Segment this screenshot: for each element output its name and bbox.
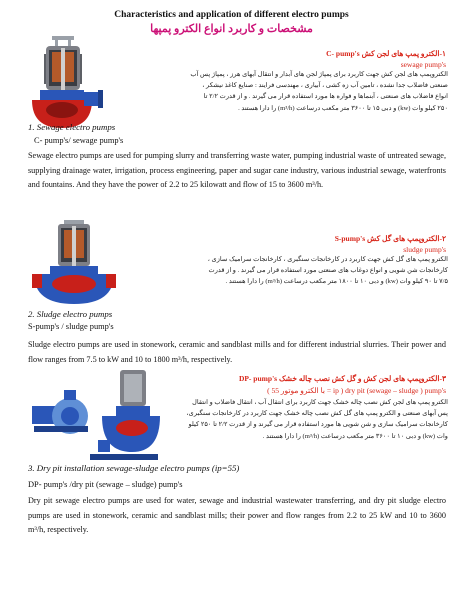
- section3-fa-paragraph: [168, 397, 448, 442]
- fa-line: الکترو پمپ های لجن کش نصب چاله خشک جهت کاربرد برای انتقال آب ، انتقال فاضلاب و انتقال: [192, 399, 448, 406]
- fa-line: وات (kw) و دبی ۱۰ تا ۳۶۰۰ متر مکعب درساعت (m³/h) را دارا هستند .: [262, 432, 448, 440]
- fa-line: صنعتی فاضلاب جدا نشده ، تامین آب زه کشی ، آبیاری ، مهندسی فرایند : صنایع کاغذ نیشکر ،: [202, 82, 448, 90]
- fa-line: پس آبهای صنعتی و الکترو پمپ های گل کش نصب چاله خشک جهت کاربرد در کارخانجات سنگبری،: [186, 410, 448, 418]
- section3-subheading: DP- pump's /dry pit (sewage – sludge) pump's: [28, 480, 183, 489]
- section2-fa-subheading: sludge pump's: [403, 245, 446, 254]
- fa-line: الکتروپمپ های لجن کش جهت کاربرد برای پمپاژ لجن های آبدار و انتقال آبهای هرز ، پمپاژ پس آب: [190, 71, 448, 78]
- section3-fa-subheading: ( با الکترو موتور 55 = ip ) dry pit (sewage – sludge ) pump's: [267, 386, 446, 395]
- section1-heading: 1. Sewage electro pumps: [28, 122, 116, 132]
- section2-body: Sludge electro pumps are used in stonework, ceramic and sandblast mills and for different industrial slurries. Their power and flow ranges from 7.5 to kW and 10 to 1800 m³/h, respectively.: [28, 340, 446, 364]
- section1-fa-subheading: sewage pump's: [400, 60, 446, 69]
- page-title-fa: مشخصات و کاربرد انواع الکترو پمپها: [150, 23, 313, 35]
- sludge-pump-image: [28, 218, 120, 310]
- section2-subheading: S-pump's / sludge pump's: [28, 322, 114, 331]
- fa-line: انواع فاضلاب های صنعتی ، آبنماها و فواره ها مورد استفاده قرار می گیرند . و از قدرت ۲/۲ تا: [203, 93, 448, 101]
- fa-line: ۷/۵ تا ۹۰ کیلو وات (kw) و دبی ۱۰ تا ۱۸۰۰ متر مکعب درساعت (m³/h) را دارا هستند .: [225, 278, 448, 286]
- fa-line: ۲۵۰ کیلو وات (kw) و دبی ۱۵ تا ۳۶۰۰ متر مکعب درساعت (m³/h) را دارا هستند .: [238, 104, 448, 112]
- section1-fa-paragraph: [118, 69, 448, 114]
- section1-subheading: C- pump's/ sewage pump's: [34, 136, 124, 145]
- section2-heading: 2. Sludge electro pumps: [28, 309, 113, 319]
- dry-pit-pump-image: [28, 366, 160, 462]
- section1-body: Sewage electro pumps are used for pumping slurry and transferring waste water, pumping industrial waste of untreated sewage, supplying drainage water, irrigation, process engineering, paper and sugar cane industry, various industrial sewage, waterfronts and fountains. And they have the power of 2.2 to 25 kilowatt and flow of 15 to 3600 m³/h.: [28, 151, 446, 190]
- fa-line: کارخانجات شن شویی و انواع دوغاب های صنعتی مورد استفاده قرار می گیرند . و از قدرت: [208, 267, 448, 275]
- section2-fa-heading: ۲-الکتروپمپ های گل کش S-pump's: [334, 234, 446, 243]
- section2-fa-paragraph: [128, 254, 448, 288]
- section3-fa-heading: ۳-الکتروپمپ های لجن کش و گل کش نصب چاله خشک DP- pump's: [238, 374, 446, 383]
- section1-fa-heading: ۱-الکترو پمپ های لجن کش C- pump's: [326, 49, 446, 58]
- sewage-pump-image: [22, 34, 104, 134]
- page-title-en: Characteristics and application of different electro pumps: [114, 10, 349, 20]
- fa-line: الکترو پمپ های گل کش جهت کاربرد در کارخانجات سنگبری ، کارخانجات سرامیک سازی ،: [207, 256, 448, 263]
- fa-line: کارخانجات سرامیک سازی و شن شویی ها مورد استفاده قرار می گیرند و از قدرت ۲/۲ تا ۲۵۰ کیلو: [188, 421, 448, 429]
- section3-body: Dry pit sewage electro pumps are used for water, sewage and industrial wastewater transferring, and dry pit sludge electro pumps are used in stonework, ceramic and sandblast mills; their power and flow ranges from 2.2 to 25 kW and 10 to 3600 m³/h, respectively.: [28, 496, 446, 535]
- section3-heading: 3. Dry pit installation sewage-sludge electro pumps (ip=55): [28, 463, 240, 473]
